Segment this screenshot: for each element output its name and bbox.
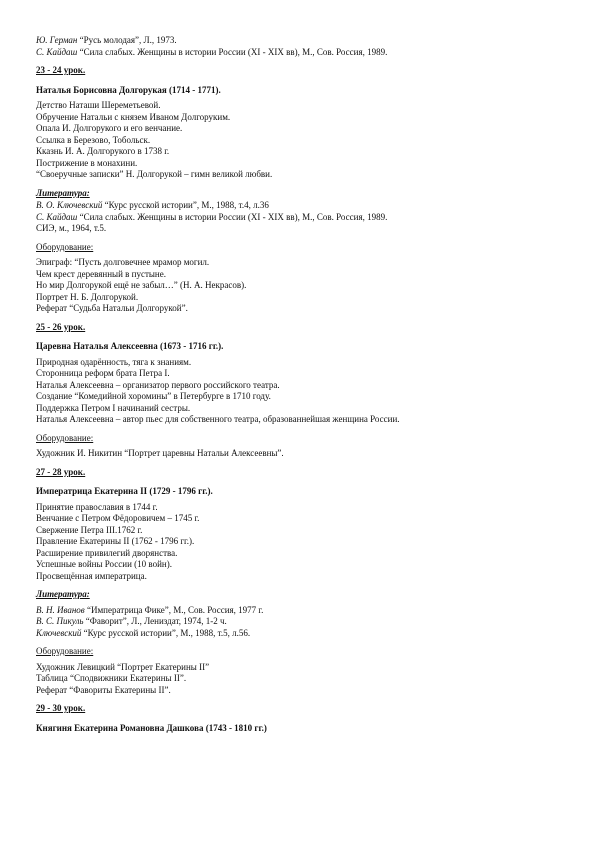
- reference-author: С. Кайдаш: [36, 46, 78, 57]
- reference-text: СИЭ, м., 1964, т.5.: [36, 223, 107, 233]
- topic-line: Свержение Петра III.1762 г.: [36, 524, 143, 535]
- literature-label: Литература:: [36, 589, 90, 599]
- lesson-heading: Княгиня Екатерина Романовна Дашкова (1743 - 1810 гг.): [36, 722, 267, 733]
- reference-author: В. О. Ключевский: [36, 200, 103, 210]
- topic-line: Пострижение в монахини.: [36, 157, 138, 168]
- lesson-number: 25 - 26 урок.: [36, 321, 86, 332]
- equipment-line: Художник Левицкий “Портрет Екатерины II”: [36, 661, 210, 672]
- equipment-line: Эпиграф: “Пусть долговечнее мрамор могил.: [36, 257, 210, 267]
- lesson-heading: Императрица Екатерина II (1729 - 1796 гг.).: [36, 486, 213, 496]
- lesson-heading: Царевна Наталья Алексеевна (1673 - 1716 гг.).: [36, 341, 224, 351]
- reference-line: [36, 616, 566, 628]
- equipment-label: Оборудование:: [36, 432, 94, 443]
- topic-line: Просвещённая императрица.: [36, 570, 147, 581]
- reference-line: [36, 200, 566, 212]
- reference-line: [36, 212, 566, 224]
- topic-line: Венчание с Петром Фёдоровичем – 1745 г.: [36, 513, 200, 523]
- equipment-line: Реферат “Фавориты Екатерины II”.: [36, 684, 171, 695]
- topic-line: Кказнь И. А. Долгорукого в 1738 г.: [36, 146, 170, 156]
- reference-text: “Сила слабых. Женщины в истории России (XI - XIX вв), М., Сов. Россия, 1989.: [77, 46, 388, 57]
- topic-line: Обручение Натальи с князем Иваном Долгоруким.: [36, 111, 231, 122]
- lesson-number: 23 - 24 урок.: [36, 65, 86, 75]
- topic-line: Ссылка в Березово, Тобольск.: [36, 134, 151, 145]
- reference-text: “Курс русской истории”, М., 1988, т.4, л.36: [102, 200, 269, 210]
- reference-author: С. Кайдаш: [36, 211, 78, 222]
- document-page: [36, 35, 566, 738]
- reference-author: Ключевский: [36, 627, 82, 638]
- lesson-section: [36, 322, 566, 460]
- equipment-line: Портрет Н. Б. Долгорукой.: [36, 291, 139, 302]
- equipment-line: Таблица “Сподвижники Екатерины II”.: [36, 673, 187, 683]
- reference-text: “Сила слабых. Женщины в истории России (XI - XIX вв), М., Сов. Россия, 1989.: [77, 211, 388, 222]
- equipment-line: Реферат “Судьба Натальи Долгорукой”.: [36, 303, 188, 313]
- topic-line: Успешные войны России (10 войн).: [36, 559, 172, 569]
- topic-line: Природная одарённость, тяга к знаниям.: [36, 356, 192, 367]
- topic-line: Расширение привилегий дворянства.: [36, 547, 178, 558]
- topic-line: Опала И. Долгорукого и его венчание.: [36, 123, 183, 133]
- reference-author: В. Н. Иванов: [36, 604, 85, 615]
- reference-author: Ю. Герман: [36, 35, 78, 45]
- literature-label: Литература:: [36, 187, 90, 198]
- topic-line: Наталья Алексеевна – организатор первого российского театра.: [36, 379, 280, 390]
- reference-line: [36, 628, 566, 640]
- topic-line: Создание “Комедийной хоромины” в Петербурге в 1710 году.: [36, 391, 271, 401]
- topic-line: Принятие православия в 1744 г.: [36, 501, 158, 512]
- intro-references: [36, 35, 566, 58]
- equipment-label: Оборудование:: [36, 241, 94, 252]
- lesson-heading: Наталья Борисовна Долгорукая (1714 - 1771).: [36, 84, 221, 95]
- reference-line: [36, 605, 566, 617]
- topic-line: Сторонница реформ брата Петра I.: [36, 368, 170, 378]
- lesson-section: [36, 467, 566, 697]
- topic-line: Правление Екатерины II (1762 - 1796 гг.).: [36, 536, 195, 546]
- equipment-label: Оборудование:: [36, 646, 94, 656]
- lesson-section: [36, 65, 566, 315]
- equipment-line: Чем крест деревянный в пустыне.: [36, 268, 166, 279]
- lesson-number: 27 - 28 урок.: [36, 466, 86, 477]
- reference-text: “Курс русской истории”, М., 1988, т.5, л.56.: [81, 627, 251, 638]
- topic-line: Детство Наташи Шереметьевой.: [36, 100, 161, 110]
- reference-text: “Императрица Фике”, М., Сов. Россия, 1977 г.: [84, 604, 264, 615]
- reference-text: “Русь молодая”, Л., 1973.: [77, 35, 177, 45]
- topic-line: Поддержка Петром I начинаний сестры.: [36, 402, 191, 413]
- reference-author: В. С. Пикуль: [36, 616, 84, 626]
- reference-line: [36, 35, 566, 47]
- topic-line: Наталья Алексеевна – автор пьес для собственного театра, образованнейшая женщина России.: [36, 414, 400, 424]
- lesson-section: [36, 703, 566, 734]
- reference-line: [36, 223, 566, 235]
- lesson-number: 29 - 30 урок.: [36, 703, 86, 713]
- topic-line: “Своеручные записки” Н. Долгорукой – гимн великой любви.: [36, 169, 273, 179]
- equipment-line: Художник И. Никитин “Портрет царевны Натальи Алексеевны”.: [36, 448, 284, 458]
- equipment-line: Но мир Долгорукой ещё не забыл…” (Н. А. Некрасов).: [36, 280, 247, 290]
- reference-text: “Фаворит”, Л., Лениздат, 1974, 1-2 ч.: [83, 616, 227, 626]
- reference-line: [36, 47, 566, 59]
